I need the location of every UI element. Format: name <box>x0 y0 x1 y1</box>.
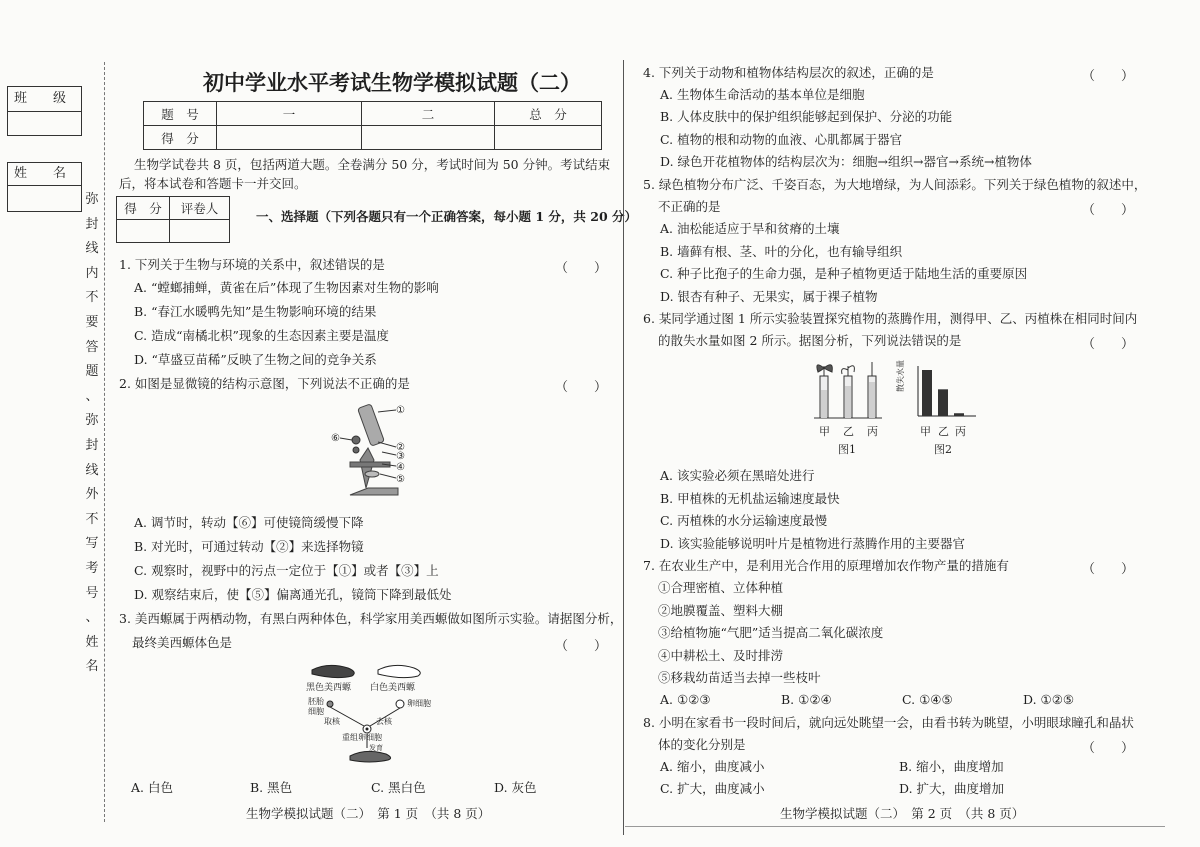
q5-option-d: D. 银杏有种子、无果实，属于裸子植物 <box>660 289 878 304</box>
seal-notice-char: 内 <box>85 265 99 281</box>
score-header-total: 总 分 <box>495 102 602 126</box>
q2-stem: 2. 如图是显微镜的结构示意图，下列说法不正确的是 <box>119 376 410 391</box>
q2-option-a: A. 调节时，转动【⑥】可使镜筒缓慢下降 <box>134 515 364 530</box>
page-divider <box>623 60 624 835</box>
fig2-bar-2 <box>954 413 964 416</box>
score-cell-one <box>217 126 362 150</box>
remove-nucleus-label: 去核 <box>376 717 392 726</box>
q2-answer-paren: （ ） <box>555 380 608 395</box>
fig1-label-yi: 乙 <box>843 425 854 438</box>
intro-line-1: 生物学试卷共 8 页，包括两道大题。全卷满分 50 分，考试时间为 50 分钟。考试结束 <box>134 157 611 172</box>
q6-option-a: A. 该实验必须在黑暗处进行 <box>660 468 815 483</box>
q4-answer-paren: （ ） <box>1082 69 1135 84</box>
score-header-number: 题 号 <box>144 102 217 126</box>
q3-option-a: A. 白色 <box>131 780 173 795</box>
q8-option-b: B. 缩小，曲度增加 <box>899 759 1004 774</box>
fig2-bar-1 <box>938 389 948 416</box>
q1-stem: 1. 下列关于生物与环境的关系中，叙述错误的是 <box>119 257 385 272</box>
microscope-label-6: ⑥ <box>331 433 340 444</box>
q7-option-a: A. ①②③ <box>660 692 711 707</box>
q7-stem: 7. 在农业生产中，是利用光合作用的原理增加农作物产量的措施有 <box>643 558 1009 573</box>
egg-cell-label: 卵细胞 <box>407 699 431 708</box>
fig1-label-jia: 甲 <box>819 425 830 438</box>
q3-option-d: D. 灰色 <box>494 780 537 795</box>
seal-notice-char: 号 <box>85 585 99 601</box>
seal-notice-char: 姓 <box>85 634 99 650</box>
q5-option-b: B. 墙藓有根、茎、叶的分化，也有输导组织 <box>660 244 903 259</box>
q2-option-b: B. 对光时，可通过转动【②】来选择物镜 <box>134 539 364 554</box>
q5-option-c: C. 种子比孢子的生命力强，是种子植物更适于陆地生活的重要原因 <box>660 266 1028 281</box>
q8-stem-line-1: 8. 小明在家看书一段时间后，就向远处眺望一会，由看书转为眺望，小明眼球瞳孔和晶状 <box>643 715 1134 730</box>
q8-option-d: D. 扩大，曲度增加 <box>899 781 1005 796</box>
q3-option-c: C. 黑白色 <box>371 780 426 795</box>
microscope-label-3: ③ <box>396 451 405 462</box>
q5-option-a: A. 油松能适应于旱和贫瘠的土壤 <box>660 221 840 236</box>
seal-notice-char: 、 <box>85 610 99 626</box>
q3-stem-line-2: 最终美西螈体色是 <box>132 635 233 650</box>
fig2-label-yi: 乙 <box>938 425 949 438</box>
score-header-one: 一 <box>217 102 362 126</box>
recombined-egg-label: 重组卵细胞 <box>342 733 382 742</box>
q7-option-d: D. ①②⑤ <box>1023 692 1075 707</box>
q4-stem: 4. 下列关于动物和植物体结构层次的叙述，正确的是 <box>643 65 934 80</box>
seal-notice-char: 弥 <box>85 192 99 207</box>
seal-notice-char: 考 <box>85 561 99 576</box>
q2-option-d: D. 观察结束后，使【⑤】偏离通光孔，镜筒下降到最低处 <box>134 587 452 602</box>
section1-heading: 一、选择题（下列各题只有一个正确答案，每小题 1 分，共 20 分） <box>256 209 638 224</box>
q7-item-2: ②地膜覆盖、塑料大棚 <box>658 603 784 618</box>
fig1-label-bing: 丙 <box>867 425 878 438</box>
axolotl-black-label: 黑色美西螈 <box>306 683 352 693</box>
q8-option-a: A. 缩小，曲度减小 <box>660 759 765 774</box>
grader-box <box>116 196 230 243</box>
microscope-label-5: ⑤ <box>396 474 405 485</box>
q8-answer-paren: （ ） <box>1082 741 1135 756</box>
microscope-label-4: ④ <box>396 462 405 473</box>
q6-answer-paren: （ ） <box>1082 337 1135 352</box>
take-nucleus-label: 取核 <box>324 717 340 726</box>
q4-option-d: D. 绿色开花植物体的结构层次为：细胞→组织→器官→系统→植物体 <box>660 154 1032 169</box>
grader-score-cell <box>117 220 170 243</box>
q7-answer-paren: （ ） <box>1082 562 1135 577</box>
name-label: 姓 名 <box>14 166 67 181</box>
q1-option-d: D. “草盛豆苗稀”反映了生物之间的竞争关系 <box>134 352 377 367</box>
class-label: 班 级 <box>14 91 67 106</box>
axolotl-white-label: 白色美西螈 <box>370 683 416 693</box>
microscope-label-2: ② <box>396 442 405 453</box>
fig2-bar-0 <box>922 370 932 416</box>
score-cell-total <box>495 126 602 150</box>
transpiration-setup-figure <box>810 358 890 422</box>
q3-option-b: B. 黑色 <box>250 780 293 795</box>
seal-notice-char: 外 <box>85 487 99 503</box>
q1-option-c: C. 造成“南橘北枳”现象的生态因素主要是温度 <box>134 328 389 343</box>
q8-option-c: C. 扩大，曲度减小 <box>660 781 765 796</box>
q4-option-c: C. 植物的根和动物的血液、心肌都属于器官 <box>660 132 903 147</box>
seal-notice-char: 封 <box>85 216 99 232</box>
page2-footer: 生物学模拟试题（二） 第 2 页 （共 8 页） <box>780 806 1025 821</box>
seal-notice-char: 不 <box>85 511 99 527</box>
q8-stem-line-2: 体的变化分别是 <box>658 737 746 752</box>
q6-stem-line-2: 的散失水量如图 2 所示。据图分析，下列说法错误的是 <box>658 333 962 348</box>
q7-option-c: C. ①④⑤ <box>902 692 953 707</box>
fig2-y-label: 散失水量 <box>896 360 905 392</box>
q7-item-4: ④中耕松土、及时排涝 <box>658 648 784 663</box>
seal-notice-char: 线 <box>85 462 99 478</box>
fig2-label-jia: 甲 <box>920 425 931 438</box>
q7-item-1: ①合理密植、立体种植 <box>658 580 784 595</box>
q4-option-b: B. 人体皮肤中的保护组织能够起到保护、分泌的功能 <box>660 109 953 124</box>
q7-item-3: ③给植物施“气肥”适当提高二氧化碳浓度 <box>658 625 884 640</box>
q5-stem-line-1: 5. 绿色植物分布广泛、千姿百态，为大地增绿，为人间添彩。下列关于绿色植物的叙述中， <box>643 177 1147 192</box>
q7-item-5: ⑤移栽幼苗适当去掉一些枝叶 <box>658 670 821 685</box>
exam-title: 初中学业水平考试生物学模拟试题（二） <box>203 70 581 95</box>
water-loss-bar-chart <box>914 366 976 418</box>
seal-notice-char: 弥 <box>85 413 99 429</box>
grader-score-label: 得 分 <box>117 197 170 220</box>
q7-option-b: B. ①②④ <box>781 692 832 707</box>
page1-footer: 生物学模拟试题（二） 第 1 页 （共 8 页） <box>246 806 491 821</box>
grader-name-label: 评卷人 <box>170 197 230 220</box>
score-header-two: 二 <box>362 102 495 126</box>
q1-option-b: B. “春江水暖鸭先知”是生物影响环境的结果 <box>134 304 377 319</box>
seal-notice-char: 封 <box>85 438 99 453</box>
q4-option-a: A. 生物体生命活动的基本单位是细胞 <box>660 87 865 102</box>
seal-notice-char: 题 <box>85 364 99 380</box>
q1-answer-paren: （ ） <box>555 261 608 276</box>
score-table <box>143 101 602 150</box>
q5-answer-paren: （ ） <box>1082 203 1135 218</box>
develop-label: 发育 <box>369 744 383 752</box>
q6-option-c: C. 丙植株的水分运输速度最慢 <box>660 513 828 528</box>
class-box <box>7 86 82 136</box>
q3-stem-line-1: 3. 美西螈属于两栖动物，有黑白两种体色，科学家用美西螈做如图所示实验。请据图分析， <box>119 611 623 626</box>
score-cell-two <box>362 126 495 150</box>
seal-notice-char: 写 <box>85 536 99 552</box>
bottom-rule <box>625 826 1165 827</box>
q3-answer-paren: （ ） <box>555 639 608 654</box>
q5-stem-line-2: 不正确的是 <box>658 199 721 214</box>
fig2-label-bing: 丙 <box>955 425 966 438</box>
q2-option-c: C. 观察时，视野中的污点一定位于【①】或者【③】上 <box>134 563 439 578</box>
seal-notice-char: 、 <box>85 388 99 404</box>
seal-notice-char: 不 <box>85 290 99 306</box>
q6-option-d: D. 该实验能够说明叶片是植物进行蒸腾作用的主要器官 <box>660 536 966 551</box>
q6-stem-line-1: 6. 某同学通过图 1 所示实验装置探究植物的蒸腾作用，测得甲、乙、丙植株在相同时间内 <box>643 311 1138 326</box>
seal-line <box>104 62 105 822</box>
q1-option-a: A. “螳螂捕蝉，黄雀在后”体现了生物因素对生物的影响 <box>134 280 439 295</box>
seal-notice-char: 要 <box>85 315 99 330</box>
fig2-caption: 图2 <box>934 443 952 456</box>
seal-notice-char: 线 <box>85 241 99 257</box>
seal-notice-char: 答 <box>85 339 99 355</box>
fig1-caption: 图1 <box>838 443 856 456</box>
q6-option-b: B. 甲植株的无机盐运输速度最快 <box>660 491 840 506</box>
score-label: 得 分 <box>144 126 217 150</box>
grader-name-cell <box>170 220 230 243</box>
embryo-cell-label: 胚胎细胞 <box>308 697 324 716</box>
name-box <box>7 162 82 212</box>
microscope-label-1: ① <box>396 405 405 416</box>
intro-line-2: 后，将本试卷和答题卡一并交回。 <box>119 176 307 191</box>
seal-notice-char: 名 <box>85 659 99 675</box>
microscope-figure <box>320 400 420 500</box>
